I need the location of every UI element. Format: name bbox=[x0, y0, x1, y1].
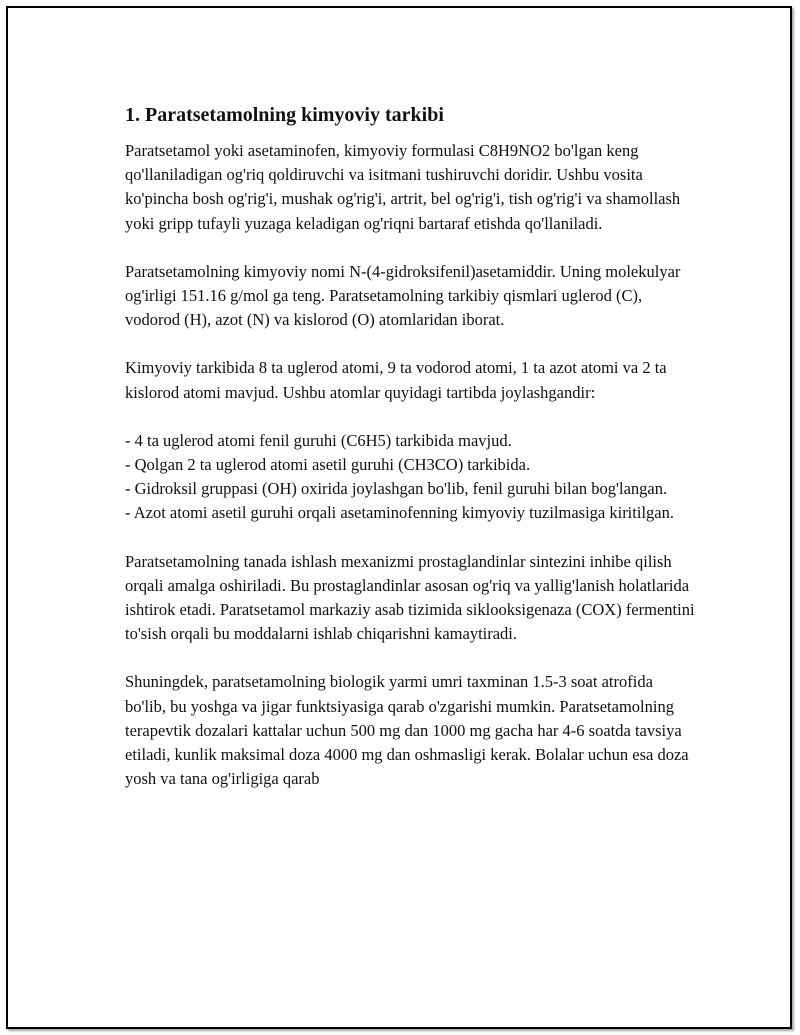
document-body bbox=[125, 101, 695, 815]
paragraph-chemical-name: Paratsetamolning kimyoviy nomi N-(4-gidroksifenil)asetamiddir. Uning molekulyar og'irligi 151.16 g/mol ga teng. Paratsetamolning tarkibiy qismlari uglerod (C), vodorod (H), azot (N) va kislorod (O) atomlaridan iborat. bbox=[125, 261, 681, 330]
list-item: - 4 ta uglerod atomi fenil guruhi (C6H5) tarkibida mavjud. bbox=[125, 430, 512, 450]
paragraph-atom-composition: Kimyoviy tarkibida 8 ta uglerod atomi, 9 ta vodorod atomi, 1 ta azot atomi va 2 ta kislorod atomi mavjud. Ushbu atomlar quyidagi tartibda joylashgandir: bbox=[125, 358, 667, 402]
list-item: - Gidroksil gruppasi (OH) oxirida joylashgan bo'lib, fenil guruhi bilan bog'langan. bbox=[125, 479, 668, 499]
section-heading: 1. Paratsetamolning kimyoviy tarkibi bbox=[125, 104, 444, 126]
document-page bbox=[6, 6, 792, 1029]
atom-arrangement-list bbox=[125, 429, 695, 526]
paragraph-intro: Paratsetamol yoki asetaminofen, kimyoviy formulasi C8H9NO2 bo'lgan keng qo'llaniladigan og'riq qoldiruvchi va isitmani tushiruvchi doridir. Ushbu vosita ko'pincha bosh og'rig'i, mushak og'rig'i, artrit, bel og'rig'i, tish og'rig'i va shamollash yoki gripp tufayli yuzaga keladigan og'riqni bartaraf etishda qo'llaniladi. bbox=[125, 141, 681, 233]
list-item: - Azot atomi asetil guruhi orqali asetaminofenning kimyoviy tuzilmasiga kiritilgan. bbox=[125, 503, 674, 523]
paragraph-mechanism: Paratsetamolning tanada ishlash mexanizmi prostaglandinlar sintezini inhibe qilish orqali amalga oshiriladi. Bu prostaglandinlar asosan og'riq va yallig'lanish holatlarida ishtirok etadi. Paratsetamol markaziy asab tizimida siklooksigenaza (COX) fermentini to'sish orqali bu moddalarni ishlab chiqarishni kamaytiradi. bbox=[125, 551, 695, 644]
list-item: - Qolgan 2 ta uglerod atomi asetil guruhi (CH3CO) tarkibida. bbox=[125, 455, 531, 475]
paragraph-dosage: Shuningdek, paratsetamolning biologik yarmi umri taxminan 1.5-3 soat atrofida bo'lib, bu yoshga va jigar funktsiyasiga qarab o'zgarishi mumkin. Paratsetamolning terapevtik dozalari kattalar uchun 500 mg dan 1000 mg gacha har 4-6 soatda tavsiya etiladi, kunlik maksimal doza 4000 mg dan oshmasligi kerak. Bolalar uchun esa doza yosh va tana og'irligiga qarab bbox=[125, 672, 689, 789]
